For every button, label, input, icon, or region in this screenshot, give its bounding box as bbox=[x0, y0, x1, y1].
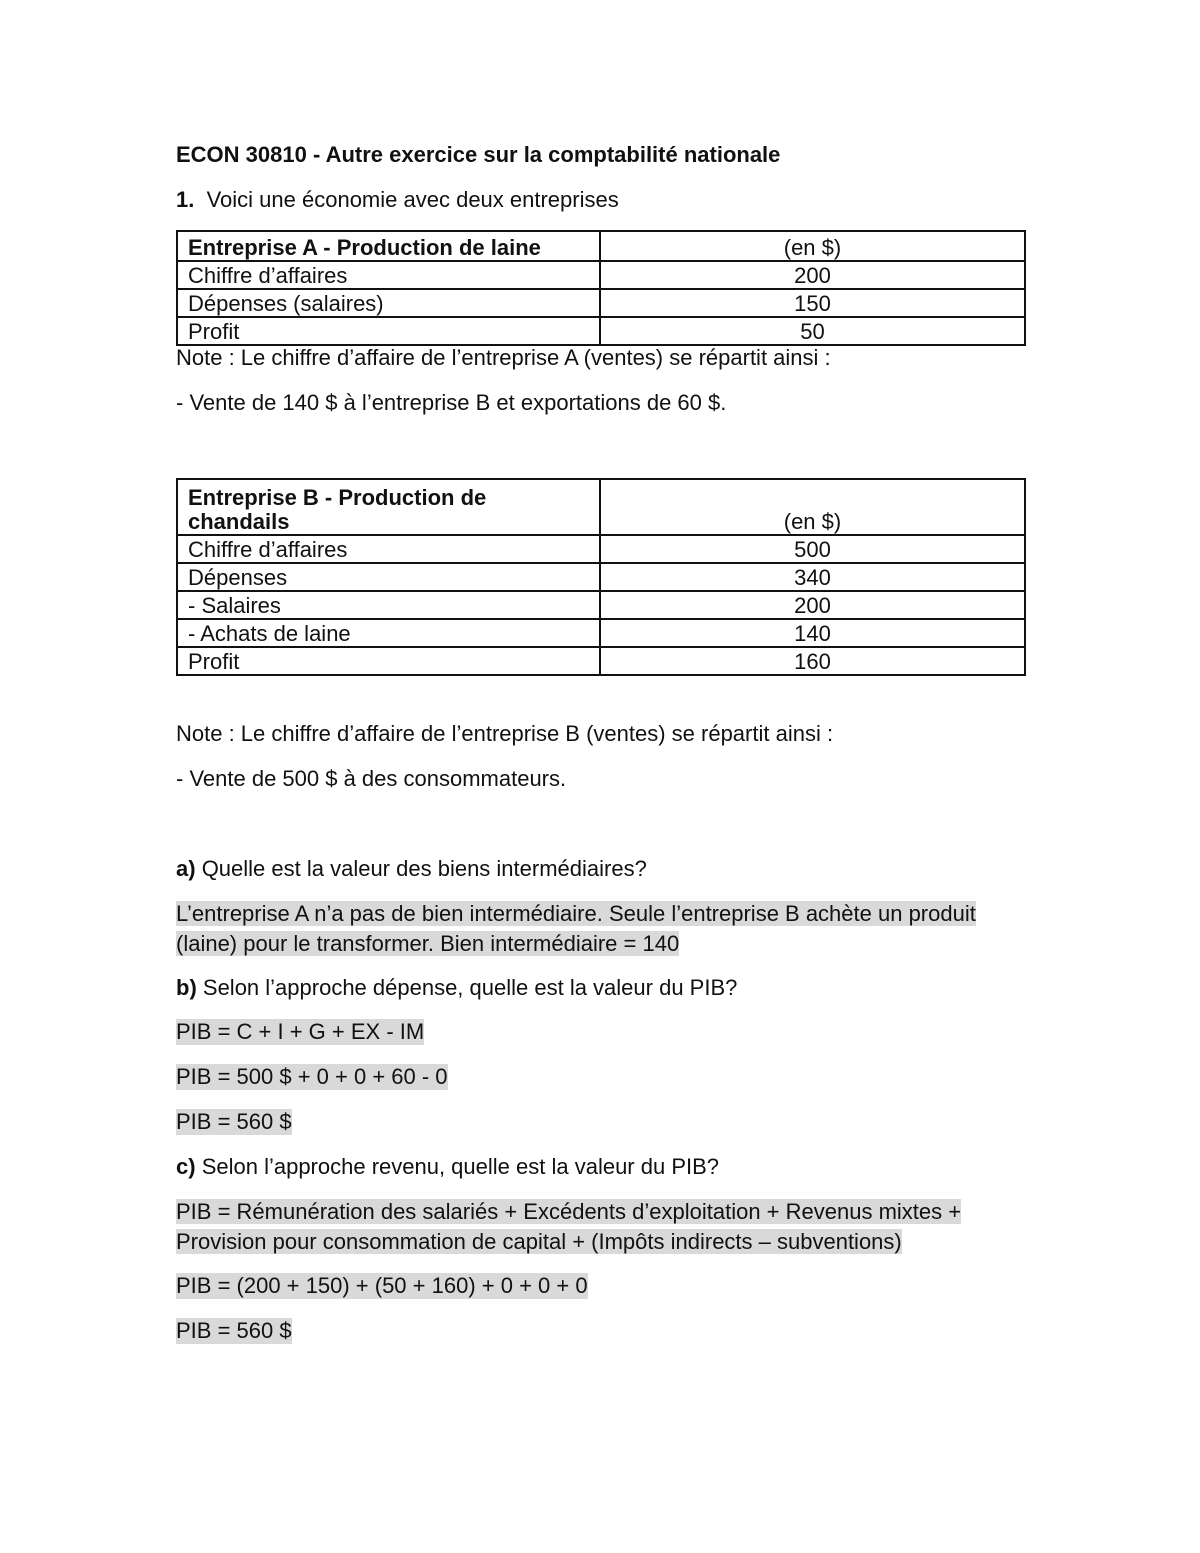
table-b-header-label bbox=[177, 479, 600, 535]
table-a-row-value: 200 bbox=[600, 261, 1025, 289]
table-b-row-value: 500 bbox=[600, 535, 1025, 563]
table-b-row-value: 340 bbox=[600, 563, 1025, 591]
table-a-row-value: 50 bbox=[600, 317, 1025, 345]
table-b-header-line-1: Entreprise B - Production de bbox=[188, 485, 487, 510]
table-b-header-unit: (en $) bbox=[600, 479, 1025, 535]
question-c-label: c) bbox=[176, 1154, 196, 1179]
table-b-row-label: Dépenses bbox=[177, 563, 600, 591]
table-a-row-label: Chiffre d’affaires bbox=[177, 261, 600, 289]
question-1 bbox=[176, 187, 619, 213]
note-b-line-1: Note : Le chiffre d’affaire de l’entreprise B (ventes) se répartit ainsi : bbox=[176, 721, 834, 746]
table-b-row-label: Profit bbox=[177, 647, 600, 675]
answer-c-line-1: PIB = Rémunération des salariés + Excédents d’exploitation + Revenus mixtes + bbox=[176, 1199, 962, 1224]
table-b-row-label: Chiffre d’affaires bbox=[177, 535, 600, 563]
question-b-text: Selon l’approche dépense, quelle est la valeur du PIB? bbox=[202, 975, 738, 1000]
table-a-header-label: Entreprise A - Production de laine bbox=[177, 231, 600, 261]
question-c-text: Selon l’approche revenu, quelle est la valeur du PIB? bbox=[201, 1154, 720, 1179]
note-a-line-1: Note : Le chiffre d’affaire de l’entreprise A (ventes) se répartit ainsi : bbox=[176, 345, 831, 370]
question-b bbox=[176, 975, 737, 1001]
answer-a-line-2: (laine) pour le transformer. Bien intermédiaire = 140 bbox=[176, 931, 680, 956]
table-entreprise-b bbox=[176, 478, 1026, 676]
question-b-label: b) bbox=[176, 975, 197, 1000]
table-b-header-line-2: chandails bbox=[188, 509, 290, 534]
answer-c-line-2: Provision pour consommation de capital + (Impôts indirects – subventions) bbox=[176, 1229, 902, 1254]
table-a-row-value: 150 bbox=[600, 289, 1025, 317]
question-1-number: 1. bbox=[176, 187, 195, 212]
question-a bbox=[176, 856, 647, 882]
answer-c-line: PIB = 560 $ bbox=[176, 1318, 292, 1343]
table-b-row-value: 140 bbox=[600, 619, 1025, 647]
answer-b-line: PIB = 560 $ bbox=[176, 1109, 292, 1134]
answer-b-line: PIB = C + I + G + EX - IM bbox=[176, 1019, 425, 1044]
table-b-row-label: - Achats de laine bbox=[177, 619, 600, 647]
question-c bbox=[176, 1154, 719, 1180]
question-1-text: Voici une économie avec deux entreprises bbox=[206, 187, 619, 212]
table-a-row-label: Profit bbox=[177, 317, 600, 345]
table-a-row-label: Dépenses (salaires) bbox=[177, 289, 600, 317]
question-a-label: a) bbox=[176, 856, 196, 881]
answer-c-line: PIB = (200 + 150) + (50 + 160) + 0 + 0 + 0 bbox=[176, 1273, 588, 1298]
answer-a-line-1: L’entreprise A n’a pas de bien intermédiaire. Seule l’entreprise B achète un produit bbox=[176, 901, 976, 926]
note-b-line-2: - Vente de 500 $ à des consommateurs. bbox=[176, 766, 567, 791]
table-b-row-label: - Salaires bbox=[177, 591, 600, 619]
answer-c bbox=[176, 1197, 961, 1257]
table-b-row-value: 160 bbox=[600, 647, 1025, 675]
document-title: ECON 30810 - Autre exercice sur la comptabilité nationale bbox=[176, 142, 781, 167]
question-a-text: Quelle est la valeur des biens intermédiaires? bbox=[201, 856, 647, 881]
table-a-header-unit: (en $) bbox=[600, 231, 1025, 261]
table-entreprise-a bbox=[176, 230, 1026, 346]
answer-a bbox=[176, 899, 976, 959]
note-a-line-2: - Vente de 140 $ à l’entreprise B et exportations de 60 $. bbox=[176, 390, 727, 415]
answer-b-line: PIB = 500 $ + 0 + 0 + 60 - 0 bbox=[176, 1064, 448, 1089]
table-b-row-value: 200 bbox=[600, 591, 1025, 619]
